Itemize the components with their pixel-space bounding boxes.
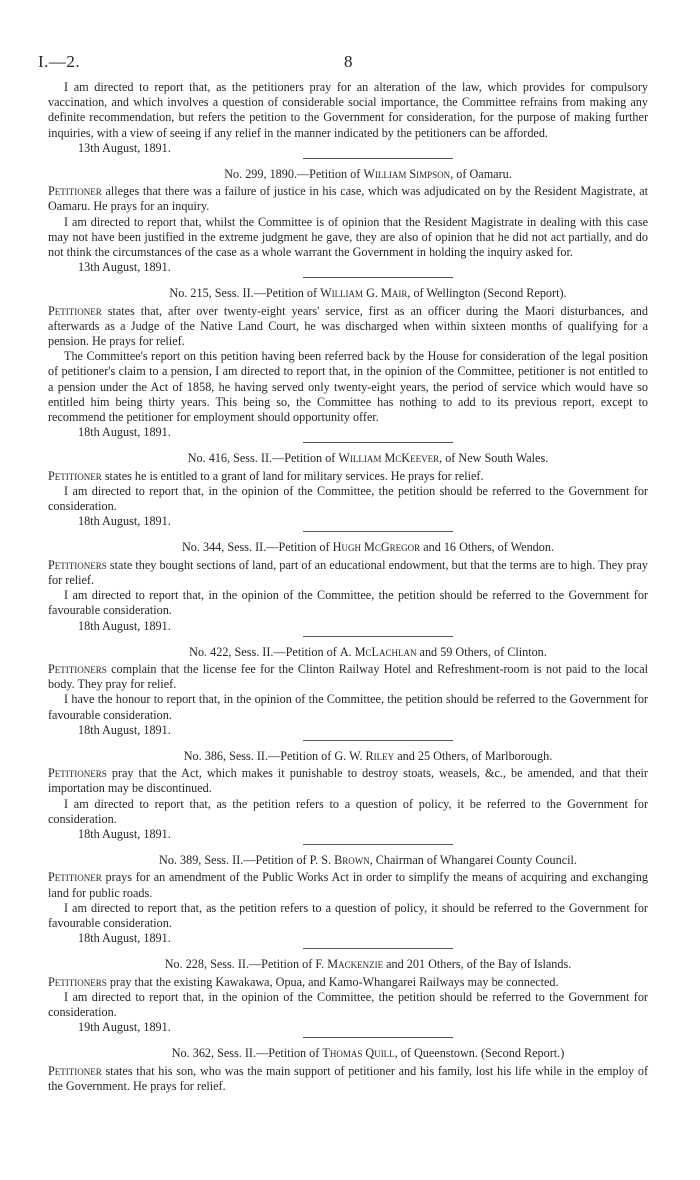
petition-entry — [48, 957, 648, 1038]
petition-body-text: states that his son, who was the main support of petitioner and his family, lost his life while in the employ of the Government. He prays for relief. — [48, 1063, 648, 1093]
petition-lead-word: Petitioner — [48, 184, 102, 199]
petition-body-text: prays for an amendment of the Public Works Act in order to simplify the means of acquiring and exchanging land for public roads. — [48, 870, 649, 900]
petition-number: No. 228, Sess. II.—Petition of — [164, 957, 313, 972]
petition-number: No. 215, Sess. II.—Petition of — [169, 286, 318, 301]
section-divider — [303, 442, 453, 443]
report-date: 18th August, 1891. — [78, 826, 171, 841]
section-divider — [303, 1037, 453, 1038]
petition-heading — [48, 286, 648, 301]
document-reference: I.—2. — [38, 52, 81, 71]
petition-body — [48, 184, 648, 214]
petition-number: No. 362, Sess. II.—Petition of — [171, 1046, 320, 1061]
petitioner-name: William Simpson — [363, 167, 451, 182]
petition-origin: , of Wellington (Second Report). — [407, 286, 567, 301]
section-divider — [303, 531, 453, 532]
petition-heading — [48, 451, 648, 466]
petition-body-text: pray that the existing Kawakawa, Opua, and Kamo-Whangarei Railways may be connected. — [109, 974, 559, 989]
petition-entry — [48, 167, 648, 278]
petition-lead-word: Petitioner — [48, 468, 102, 483]
petition-entry — [48, 286, 648, 443]
petition-entry — [48, 1046, 648, 1094]
petition-body-text: states he is entitled to a grant of land for military services. He prays for relief. — [104, 468, 484, 483]
petition-body — [48, 304, 648, 350]
report-date: 18th August, 1891. — [78, 514, 171, 529]
committee-report: I am directed to report that, in the opinion of the Committee, the petition should be referred to the Government for favourable consideration. — [48, 588, 648, 618]
committee-report: I have the honour to report that, in the opinion of the Committee, the petition should be referred to the Government for favourable consideration. — [48, 692, 648, 722]
report-date: 19th August, 1891. — [78, 1020, 171, 1035]
petition-body-text: complain that the license fee for the Clinton Railway Hotel and Refreshment-room is not paid to the local body. They pray for relief. — [48, 661, 649, 692]
petition-heading — [48, 749, 648, 764]
petition-body — [48, 766, 648, 796]
petition-lead-word: Petitioner — [48, 1063, 102, 1078]
committee-report: I am directed to report that, in the opinion of the Committee, the petition should be referred to the Government for consideration. — [48, 989, 648, 1019]
petitioner-name: Thomas Quill — [322, 1046, 395, 1061]
petition-origin: and 201 Others, of the Bay of Islands. — [383, 957, 572, 972]
petition-number: No. 386, Sess. II.—Petition of — [183, 748, 332, 763]
petition-lead-word: Petitioners — [48, 974, 107, 989]
petition-body — [48, 558, 648, 588]
petition-number: No. 299, 1890.—Petition of — [224, 167, 361, 182]
petition-heading — [48, 645, 648, 660]
petition-origin: and 16 Others, of Wendon. — [420, 540, 554, 555]
petition-entry — [48, 749, 648, 845]
section-divider — [303, 158, 453, 159]
petition-heading — [48, 1046, 648, 1061]
petition-heading — [48, 957, 648, 972]
section-divider — [303, 948, 453, 949]
petition-body — [48, 975, 648, 990]
section-divider — [303, 844, 453, 845]
section-divider — [303, 277, 453, 278]
report-date: 18th August, 1891. — [78, 931, 171, 946]
petition-entry — [48, 645, 648, 741]
petition-origin: and 59 Others, of Clinton. — [416, 644, 547, 659]
page-number: 8 — [344, 52, 353, 71]
petition-lead-word: Petitioners — [48, 661, 107, 676]
petition-entry — [48, 451, 648, 532]
committee-report: I am directed to report that, as the petition refers to a question of policy, it be referred to the Government for consideration. — [48, 796, 648, 826]
report-date: 18th August, 1891. — [78, 618, 171, 633]
petition-body — [48, 1064, 648, 1094]
petition-body-text: pray that the Act, which makes it punishable to destroy stoats, weasels, &c., be amended, and that their importation may be discontinued. — [48, 766, 648, 796]
petition-number: No. 389, Sess. II.—Petition of — [159, 853, 307, 868]
petition-entry — [48, 853, 648, 949]
petition-number: No. 422, Sess. II.—Petition of — [189, 644, 337, 659]
petition-origin: , of Oamaru. — [450, 167, 512, 182]
petition-body-text: states that, after over twenty-eight years' service, first as an officer during the Maori disturbances, and afterwards as a Judge of the Native Land Court, he was discharged when within sixteen months of qualifying for a pension. He prays for relief. — [48, 303, 648, 349]
section-divider — [303, 636, 453, 637]
petition-entry — [48, 540, 648, 636]
petition-heading — [48, 540, 648, 555]
petition-body-text: alleges that there was a failure of justice in his case, which was adjudicated on by the Resident Magistrate, at Oamaru. He prays for an inquiry. — [48, 184, 648, 214]
petitioner-name: F. Mackenzie — [315, 957, 384, 972]
page-content — [48, 80, 648, 1094]
committee-report: I am directed to report that, as the petition refers to a question of policy, it should be referred to the Government for favourable consideration. — [48, 900, 648, 930]
petitioner-name: P. S. Brown — [309, 853, 370, 868]
petition-list — [48, 167, 648, 1094]
petitioner-name: William McKeever — [338, 451, 440, 466]
petition-lead-word: Petitioners — [48, 557, 107, 572]
committee-report: I am directed to report that, in the opinion of the Committee, the petition should be referred to the Government for consideration. — [48, 483, 648, 514]
petition-body-text: state they bought sections of land, part of an educational endowment, but that the terms are to high. They pray for relief. — [48, 557, 649, 587]
petition-lead-word: Petitioner — [48, 870, 102, 885]
intro-paragraph: I am directed to report that, as the petitioners pray for an alteration of the law, which provides for compulsory vaccination, and which involves a question of considerable social importance, the Committee refrains from making any definite recommendation, but refers the petition to the Government for consideration, for the purpose of making further inquiries, with a view of seeing if any relief in the manner indicated by the petitioners can be afforded. — [48, 80, 648, 140]
petitioner-name: Hugh McGregor — [332, 540, 421, 555]
petition-heading — [48, 853, 648, 868]
committee-report: The Committee's report on this petition having been referred back by the House for consideration of the legal position of petitioner's claim to a pension, I am directed to report that, in the opinion of the Committee, petitioner is not entitled to a pension under the Act of 1858, he having served only twenty-eight years, the period of service which would have so entitled him being thirty years. This being so, the Committee has nothing to add to its previous report, except to recommend the petitioner for employment should opportunity offer. — [48, 349, 648, 425]
report-date: 18th August, 1891. — [78, 722, 171, 737]
petition-body — [48, 870, 648, 900]
petitioner-name: A. McLachlan — [339, 644, 417, 659]
petitioner-name: William G. Mair — [320, 286, 408, 301]
petition-number: No. 416, Sess. II.—Petition of — [187, 451, 336, 466]
petition-body — [48, 469, 648, 484]
petition-heading — [48, 167, 648, 182]
petition-origin: , of Queenstown. (Second Report.) — [394, 1046, 565, 1061]
petition-body — [48, 662, 648, 692]
petitioner-name: G. W. Riley — [334, 748, 395, 763]
petition-origin: , of New South Wales. — [439, 451, 549, 466]
petition-origin: and 25 Others, of Marlborough. — [394, 748, 553, 763]
report-date: 18th August, 1891. — [78, 425, 171, 440]
report-date: 13th August, 1891. — [78, 260, 171, 275]
petition-number: No. 344, Sess. II.—Petition of — [181, 540, 330, 555]
intro-date: 13th August, 1891. — [78, 140, 171, 155]
section-divider — [303, 740, 453, 741]
petition-lead-word: Petitioners — [48, 766, 107, 781]
petition-origin: , Chairman of Whangarei County Council. — [369, 853, 577, 868]
petition-lead-word: Petitioner — [48, 303, 102, 318]
committee-report: I am directed to report that, whilst the Committee is of opinion that the Resident Magistrate in dealing with this case may not have been justified in the extreme judgment he gave, they are also of opinion that he did not act partially, and do not think the circumstances of the case as a whole warrant the Government in holding the inquiry asked for. — [48, 214, 648, 260]
